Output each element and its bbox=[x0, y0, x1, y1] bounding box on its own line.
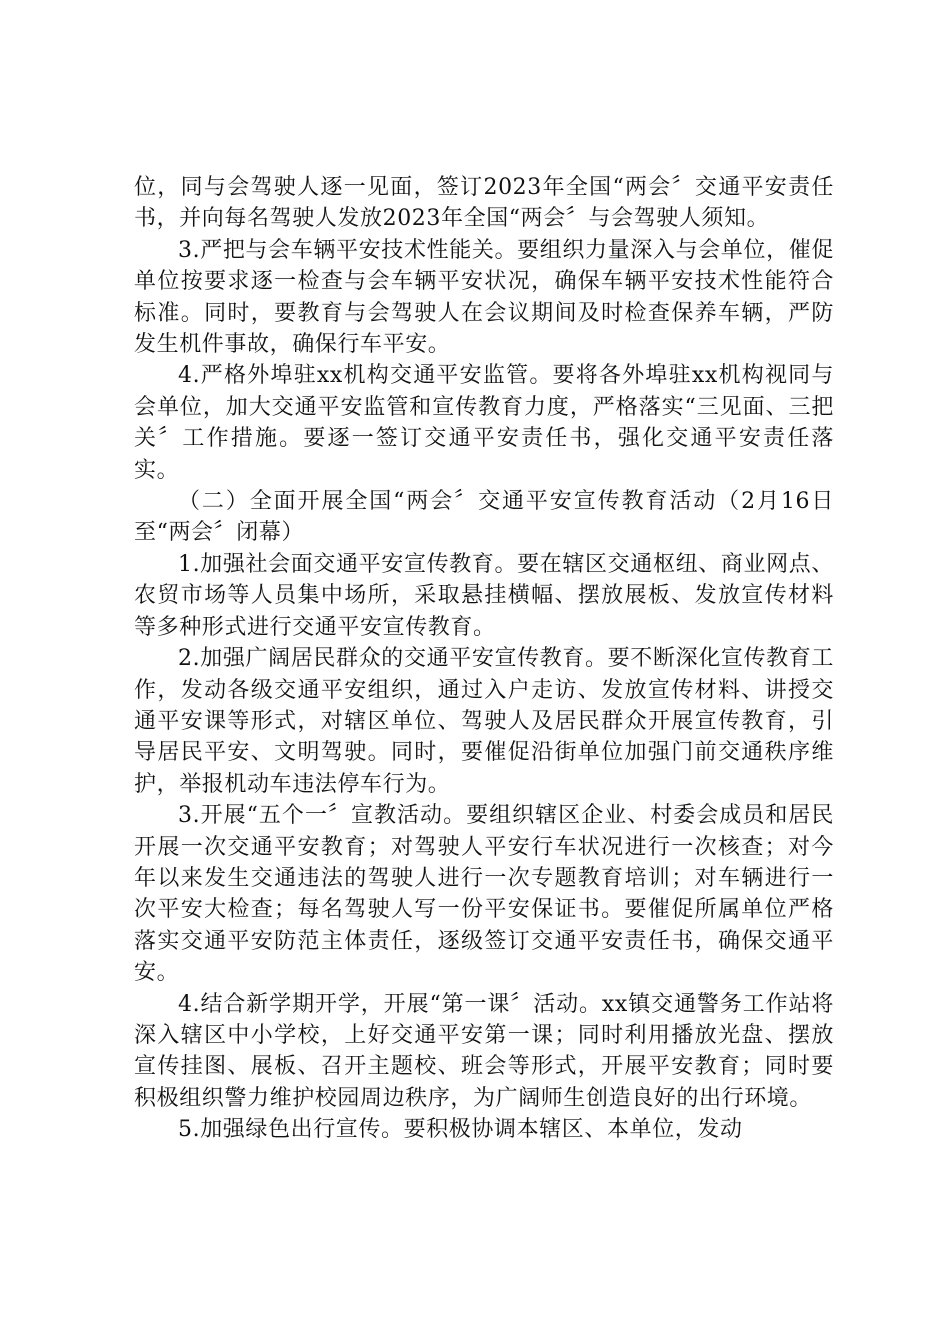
paragraph-item-5-green-travel: 5.加强绿色出行宣传。要积极协调本辖区、本单位，发动 bbox=[178, 1117, 743, 1143]
paragraph-item-2-resident-education: 2.加强广阔居民群众的交通平安宣传教育。要不断深化宣传教育工作，发动各级交通平安组织，通过入户走访、发放宣传材料、讲授交通平安课等形式，对辖区单位、驾驶人及居民群众开展宣传教育，引导居民平安、文明驾驶。同时，要催促沿街单位加强门前交通秩序维护，举报机动车违法停车行为。 bbox=[134, 646, 834, 797]
paragraph-continuation: 位，同与会驾驶人逐一见面，签订2023年全国“两会〞交通平安责任书，并向每名驾驶人发放2023年全国“两会〞与会驾驶人须知。 bbox=[134, 175, 834, 232]
paragraph-item-1-public-education: 1.加强社会面交通平安宣传教育。要在辖区交通枢纽、商业网点、农贸市场等人员集中场所，采取悬挂横幅、摆放展板、发放宣传材料等多种形式进行交通平安宣传教育。 bbox=[134, 551, 834, 640]
section-heading-2: （二）全面开展全国“两会〞交通平安宣传教育活动（2月16日至“两会〞闭幕） bbox=[134, 489, 834, 546]
document-body bbox=[134, 172, 834, 1146]
paragraph-item-4-external-agency: 4.严格外埠驻xx机构交通平安监管。要将各外埠驻xx机构视同与会单位，加大交通平安监管和宣传教育力度，严格落实“三见面、三把关〞工作措施。要逐一签订交通平安责任书，强化交通平安责任落实。 bbox=[134, 363, 834, 483]
paragraph-item-4-first-lesson: 4.结合新学期开学，开展“第一课〞活动。xx镇交通警务工作站将深入辖区中小学校，上好交通平安第一课；同时利用播放光盘、摆放宣传挂图、展板、召开主题校、班会等形式，开展平安教育；同时要积极组织警力维护校园周边秩序，为广阔师生创造良好的出行环境。 bbox=[134, 991, 834, 1111]
paragraph-item-3-vehicle-safety: 3.严把与会车辆平安技术性能关。要组织力量深入与会单位，催促单位按要求逐一检查与会车辆平安状况，确保车辆平安技术性能符合标准。同时，要教育与会驾驶人在会议期间及时检查保养车辆，严防发生机件事故，确保行车平安。 bbox=[134, 237, 834, 358]
paragraph-item-3-five-ones: 3.开展“五个一〞宣教活动。要组织辖区企业、村委会成员和居民开展一次交通平安教育；对驾驶人平安行车状况进行一次核查；对今年以来发生交通违法的驾驶人进行一次专题教育培训；对车辆进行一次平安大检查；每名驾驶人写一份平安保证书。要催促所属单位严格落实交通平安防范主体责任，逐级签订交通平安责任书，确保交通平安。 bbox=[134, 803, 834, 986]
